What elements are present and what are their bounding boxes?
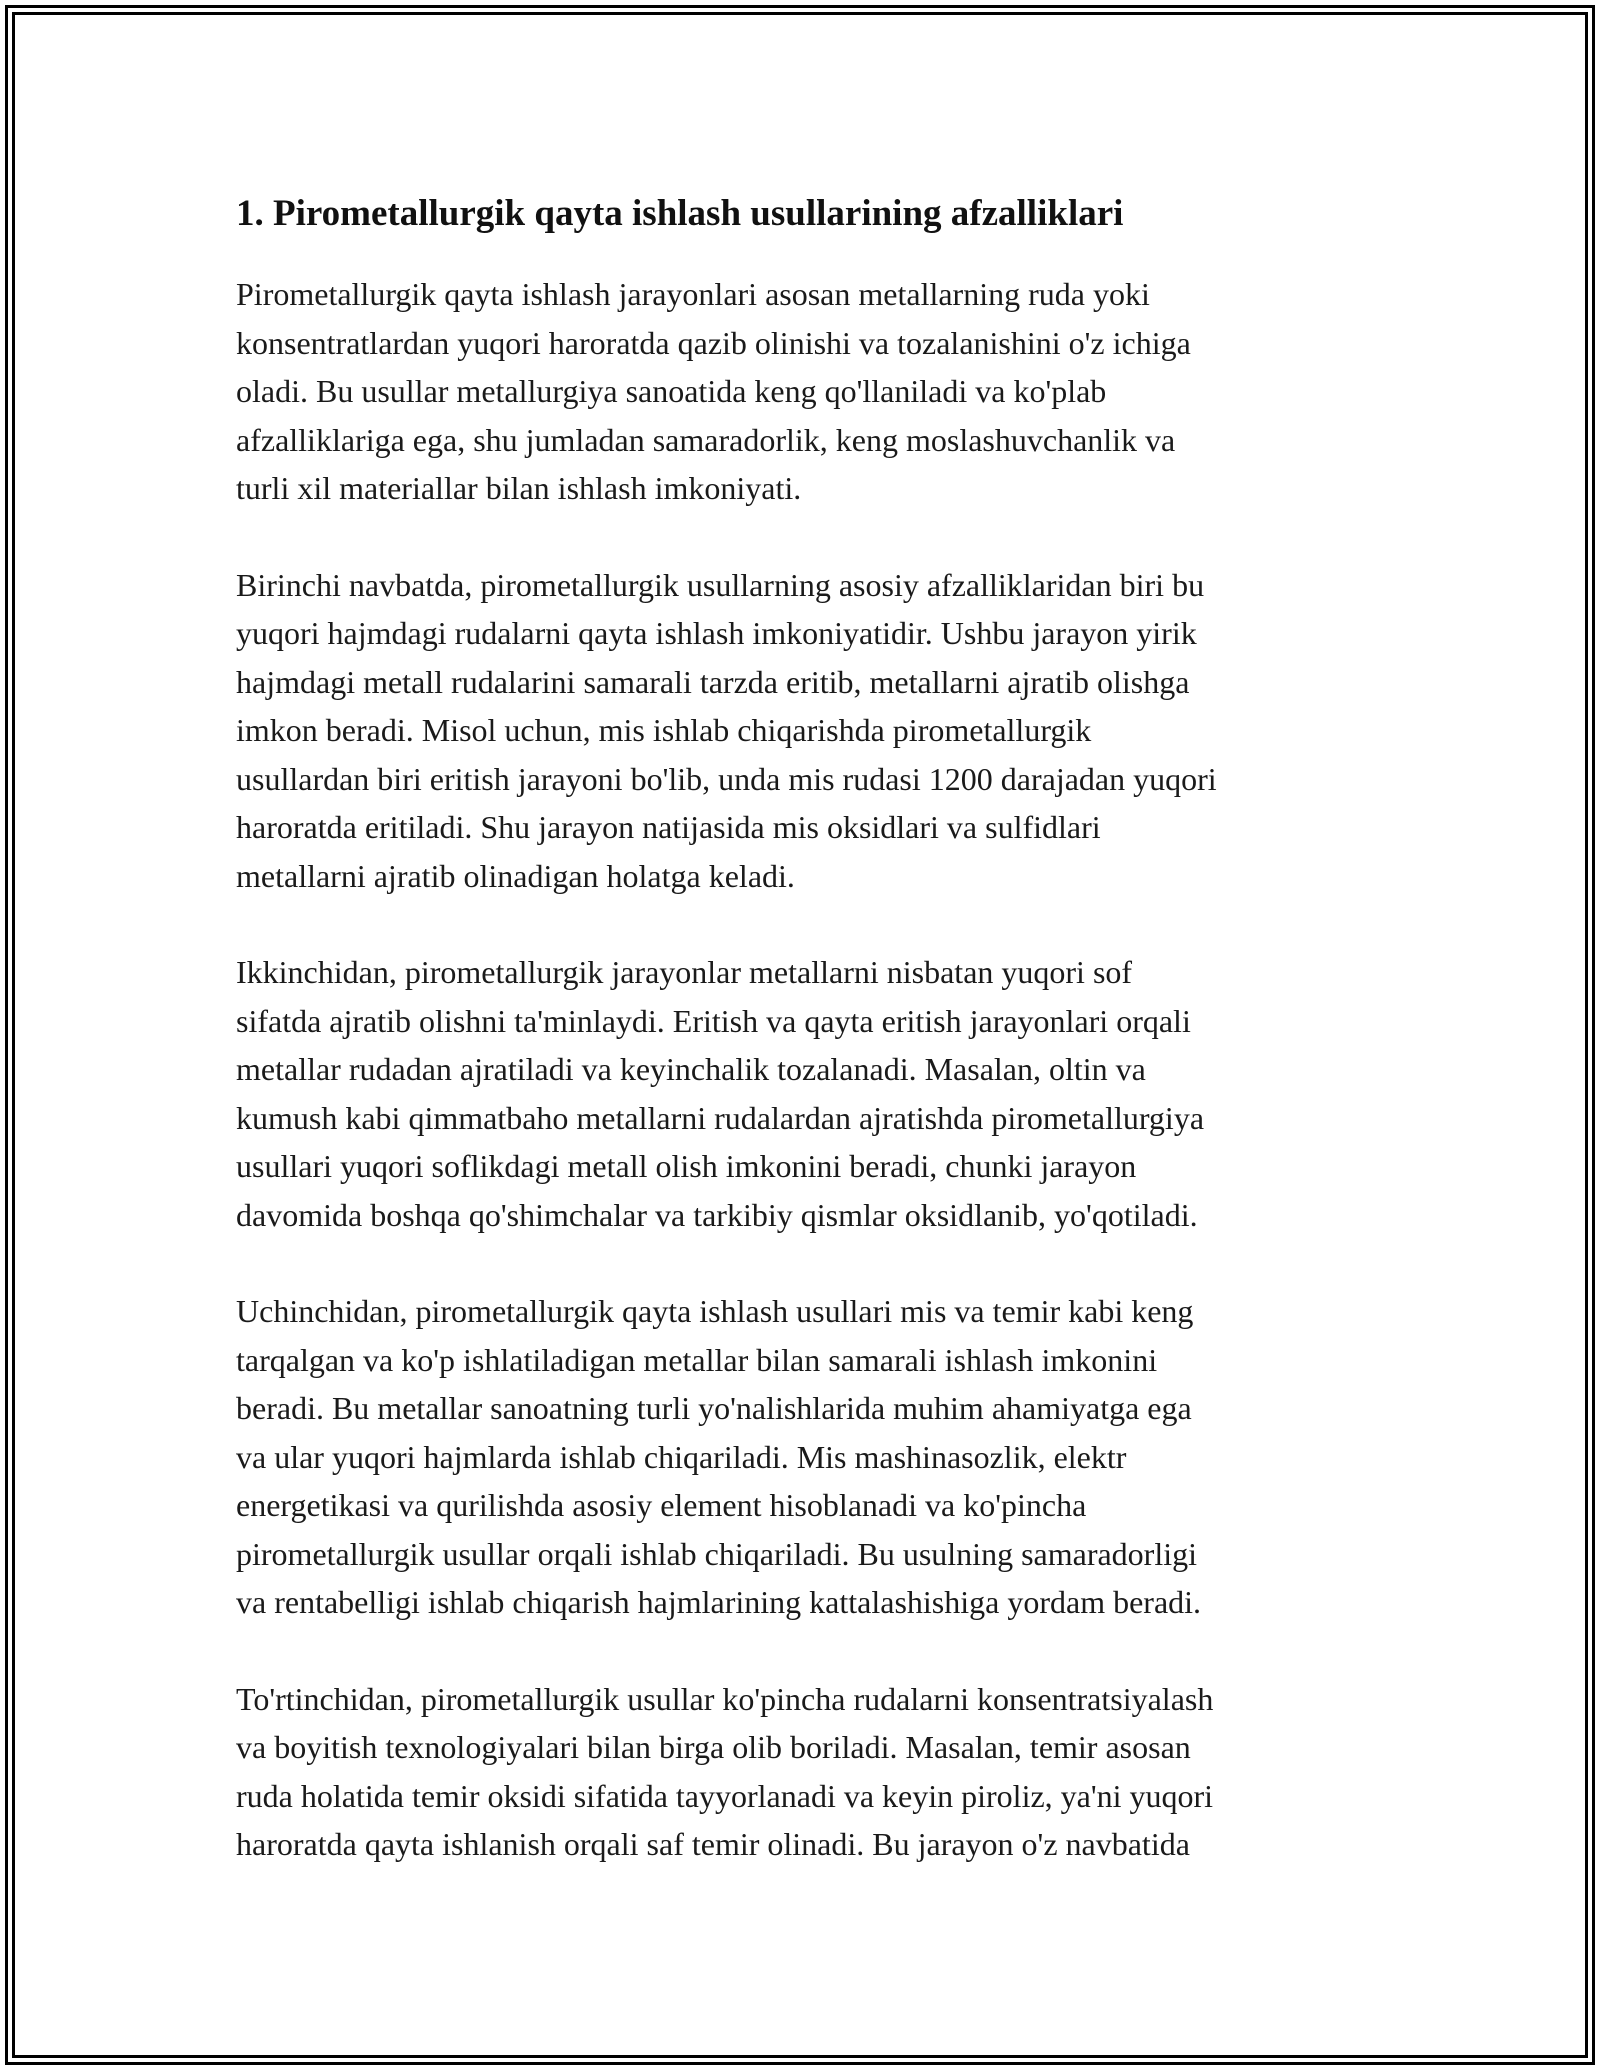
paragraph-line: usullari yuqori soflikdagi metall olish imkonini beradi, chunki jarayon [236,1148,1137,1184]
paragraph-line: haroratda qayta ishlanish orqali saf temir olinadi. Bu jarayon o'z navbatida [236,1826,1190,1862]
paragraph-line: usullardan biri eritish jarayoni bo'lib, unda mis rudasi 1200 darajadan yuqori [236,760,1217,797]
body-paragraph [236,1287,1386,1627]
paragraph-line: va ular yuqori hajmlarda ishlab chiqariladi. Mis mashinasozlik, elektr [236,1438,1127,1475]
section-heading: 1. Pirometallurgik qayta ishlash usullarining afzalliklari [236,193,1124,234]
paragraph-line: turli xil materiallar bilan ishlash imkoniyati. [236,470,802,506]
paragraph-line: Birinchi navbatda, pirometallurgik usullarning asosiy afzalliklaridan biri bu [236,566,1205,603]
paragraph-line: pirometallurgik usullar orqali ishlab chiqariladi. Bu usulning samaradorligi [236,1535,1197,1572]
paragraph-line: hajmdagi metall rudalarini samarali tarzda eritib, metallarni ajratib olishga [236,663,1190,700]
paragraph-line: Ikkinchidan, pirometallurgik jarayonlar metallarni nisbatan yuqori sof [236,954,1133,990]
paragraph-line: metallarni ajratib olinadigan holatga keladi. [236,857,795,894]
paragraph-line: afzalliklariga ega, shu jumladan samaradorlik, keng moslashuvchanlik va [236,421,1176,458]
paragraph-line: davomida boshqa qo'shimchalar va tarkibiy qismlar oksidlanib, yo'qotiladi. [236,1196,1198,1233]
paragraph-line: beradi. Bu metallar sanoatning turli yo'nalishlarida muhim ahamiyatga ega [236,1390,1192,1426]
paragraph-line: Pirometallurgik qayta ishlash jarayonlari asosan metallarning ruda yoki [236,276,1150,312]
paragraph-line: va boyitish texnologiyalari bilan birga olib boriladi. Masalan, temir asosan [236,1729,1191,1765]
paragraph-line: oladi. Bu usullar metallurgiya sanoatida keng qo'llaniladi va ko'plab [236,373,1107,409]
paragraph-line: To'rtinchidan, pirometallurgik usullar ko'pincha rudalarni konsentratsiyalash [236,1680,1214,1717]
paragraph-line: tarqalgan va ko'p ishlatiladigan metallar bilan samarali ishlash imkonini [236,1341,1158,1378]
paragraph-line: energetikasi va qurilishda asosiy element hisoblanadi va ko'pincha [236,1487,1087,1523]
body-paragraph [236,561,1386,901]
document-body [236,184,1386,1917]
paragraph-line: ruda holatida temir oksidi sifatida tayyorlanadi va keyin piroliz, ya'ni yuqori [236,1777,1214,1814]
paragraph-line: haroratda eritiladi. Shu jarayon natijasida mis oksidlari va sulfidlari [236,809,1101,845]
paragraph-line: yuqori hajmdagi rudalarni qayta ishlash imkoniyatidir. Ushbu jarayon yirik [236,615,1197,651]
paragraph-line: va rentabelligi ishlab chiqarish hajmlarining kattalashishiga yordam beradi. [236,1584,1202,1620]
paragraph-list [236,270,1386,1869]
paragraph-line: Uchinchidan, pirometallurgik qayta ishlash usullari mis va temir kabi keng [236,1293,1194,1329]
paragraph-line: imkon beradi. Misol uchun, mis ishlab chiqarishda pirometallurgik [236,712,1092,748]
paragraph-line: konsentratlardan yuqori haroratda qazib olinishi va tozalanishini o'z ichiga [236,324,1191,361]
paragraph-line: sifatda ajratib olishni ta'minlaydi. Eritish va qayta eritish jarayonlari orqali [236,1002,1191,1039]
paragraph-line: metallar rudadan ajratiladi va keyinchalik tozalanadi. Masalan, oltin va [236,1051,1146,1087]
body-paragraph [236,270,1386,513]
paragraph-line: kumush kabi qimmatbaho metallarni rudalardan ajratishda pirometallurgiya [236,1099,1205,1136]
body-paragraph [236,1675,1386,1869]
body-paragraph [236,948,1386,1239]
